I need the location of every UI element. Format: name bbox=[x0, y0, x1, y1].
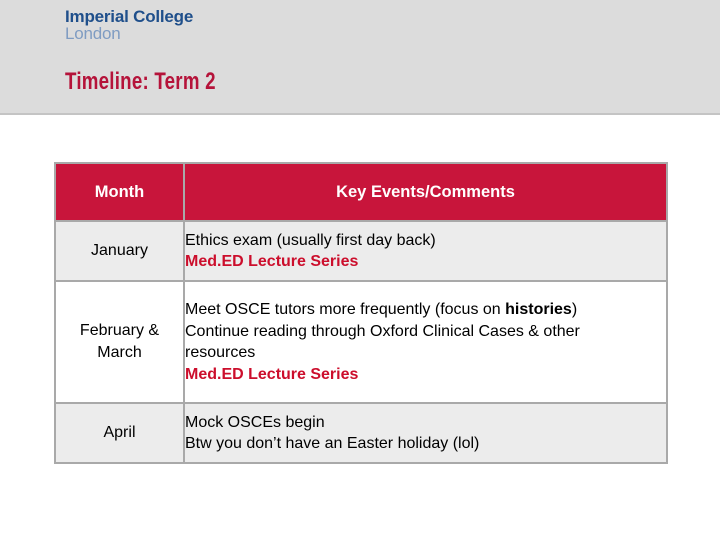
event-line bbox=[185, 299, 666, 321]
table-row bbox=[55, 281, 667, 403]
month-line-2: March bbox=[97, 344, 142, 361]
event-text-bold: histories bbox=[505, 301, 572, 318]
event-line: Continue reading through Oxford Clinical Cases & other bbox=[185, 322, 580, 340]
column-header-month: Month bbox=[55, 163, 184, 221]
logo-line-2: London bbox=[65, 24, 121, 43]
events-cell bbox=[184, 281, 667, 403]
month-line-1: February & bbox=[79, 322, 160, 339]
event-line-highlight: Med.ED Lecture Series bbox=[185, 365, 359, 383]
table-header-row bbox=[55, 163, 667, 221]
event-line: Mock OSCEs begin bbox=[185, 413, 325, 431]
event-line-highlight: Med.ED Lecture Series bbox=[185, 253, 359, 270]
table-row bbox=[55, 403, 667, 463]
table-row bbox=[55, 221, 667, 281]
event-line: resources bbox=[185, 344, 256, 361]
event-line: Ethics exam (usually first day back) bbox=[185, 231, 436, 249]
page-title: Timeline: Term 2 bbox=[65, 68, 216, 95]
imperial-college-logo bbox=[65, 8, 193, 42]
month-cell: January bbox=[55, 221, 184, 281]
logo-line-1: Imperial College bbox=[65, 7, 194, 26]
timeline-table bbox=[54, 162, 668, 464]
column-header-events: Key Events/Comments bbox=[184, 163, 667, 221]
event-line: Btw you don’t have an Easter holiday (lol) bbox=[185, 435, 480, 452]
event-text: Meet OSCE tutors more frequently (focus on bbox=[185, 301, 506, 318]
events-cell bbox=[184, 403, 667, 463]
month-cell bbox=[55, 281, 184, 403]
slide-header bbox=[0, 0, 720, 115]
month-cell: April bbox=[55, 403, 184, 463]
events-cell bbox=[184, 221, 667, 281]
event-text: ) bbox=[571, 301, 578, 318]
